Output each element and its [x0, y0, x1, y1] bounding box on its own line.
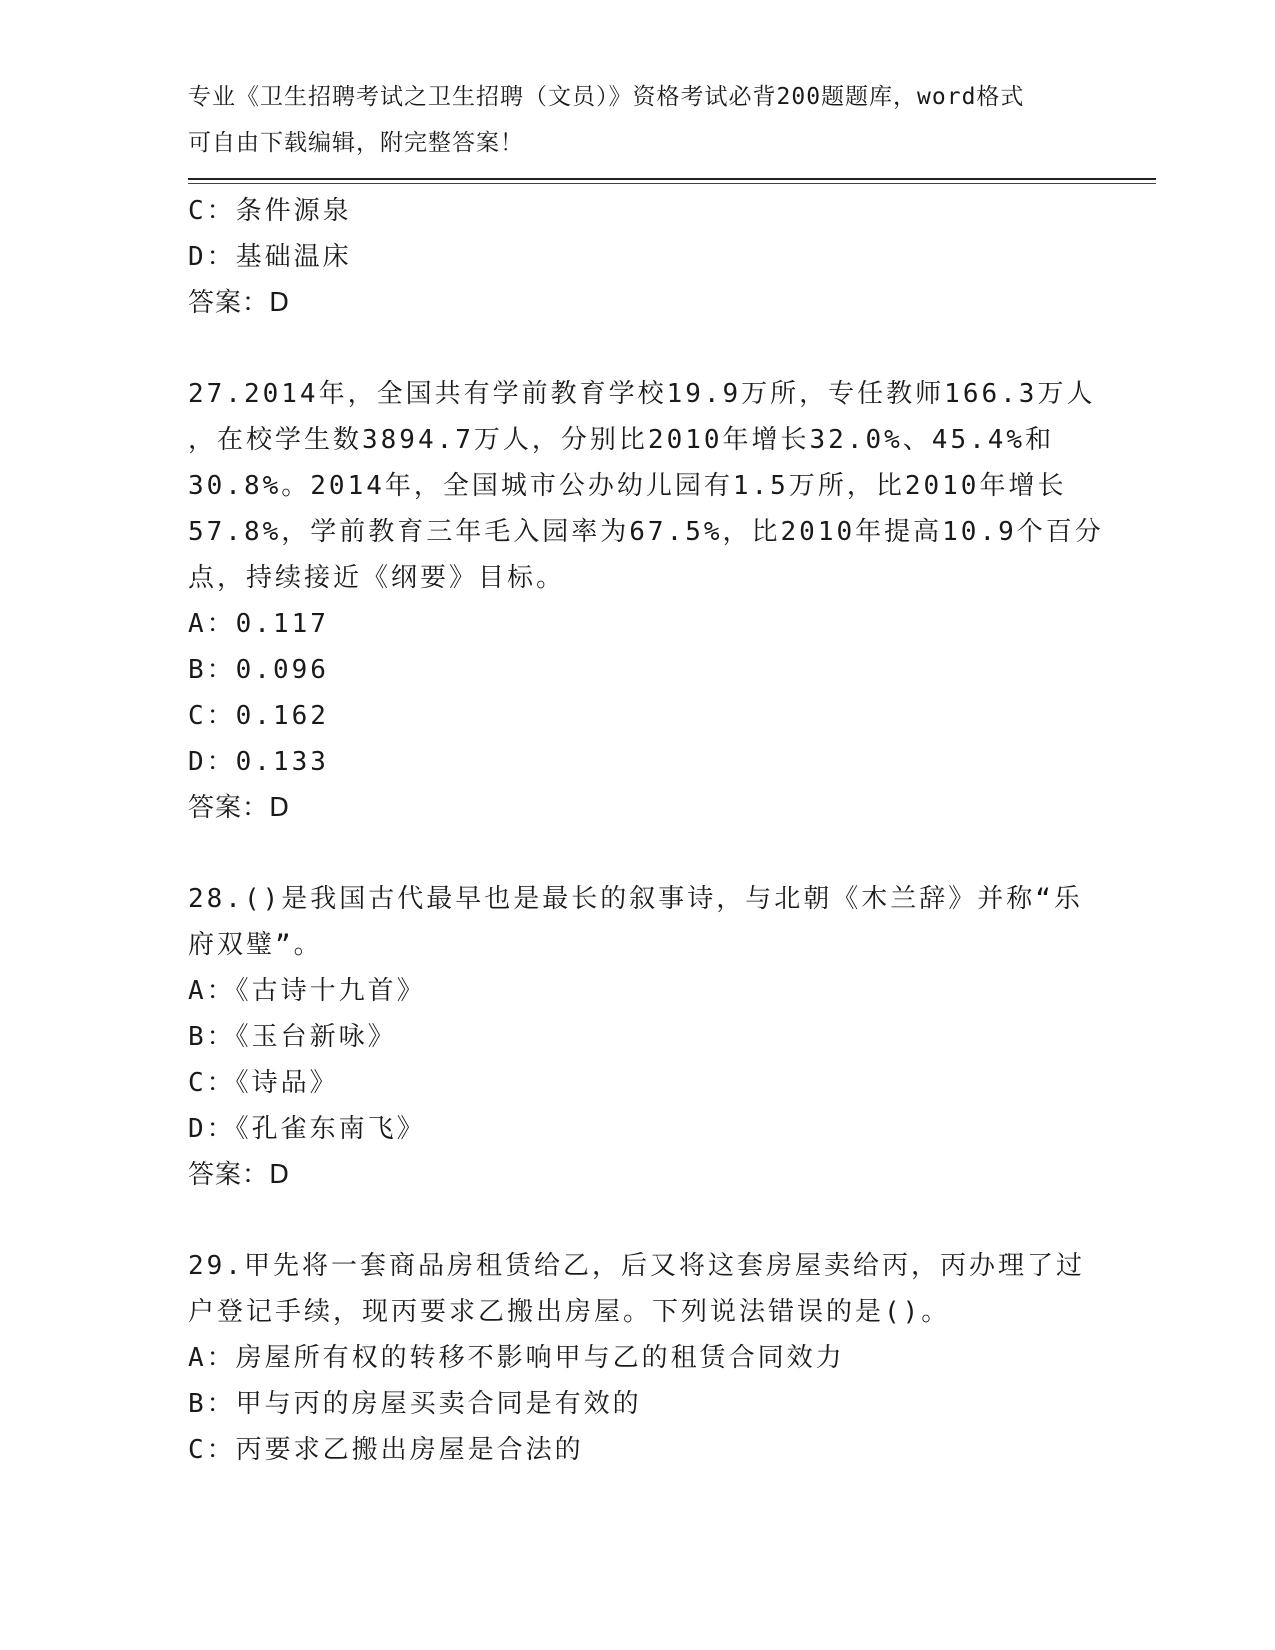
option-b: B：0.096 [188, 655, 329, 685]
answer-line: 答案：D [188, 288, 291, 318]
question-stem-line: 府双璧”。 [188, 930, 323, 960]
option-b: B：甲与丙的房屋买卖合同是有效的 [188, 1389, 642, 1419]
option-d: D：《孔雀东南飞》 [188, 1114, 426, 1144]
option-c: C：条件源泉 [188, 196, 352, 226]
question-27 [188, 371, 1104, 831]
question-stem-line: 29.甲先将一套商品房租赁给乙，后又将这套房屋卖给丙，丙办理了过 [188, 1251, 1085, 1281]
option-c: C：丙要求乙搬出房屋是合法的 [188, 1435, 584, 1465]
header-line: 专业《卫生招聘考试之卫生招聘（文员）》资格考试必背200题题库，word格式 [188, 84, 1025, 110]
option-a: A：《古诗十九首》 [188, 976, 426, 1006]
header-rule-thin [188, 183, 1156, 184]
option-a: A：房屋所有权的转移不影响甲与乙的租赁合同效力 [188, 1343, 845, 1373]
question-stem-line: 点，持续接近《纲要》目标。 [188, 563, 566, 593]
spacer [188, 831, 1088, 876]
option-c: C：0.162 [188, 701, 329, 731]
header-line: 可自由下载编辑，附完整答案！ [188, 130, 524, 156]
page-header [188, 74, 1068, 166]
option-d: D：基础温床 [188, 242, 352, 272]
question-stem-line: 28.()是我国古代最早也是最长的叙事诗，与北朝《木兰辞》并称“乐 [188, 884, 1083, 914]
header-rule-thick [188, 178, 1156, 180]
option-c: C：《诗品》 [188, 1068, 339, 1098]
answer-line: 答案：D [188, 793, 291, 823]
question-26-tail [188, 188, 1088, 326]
question-stem-line: 30.8%。2014年，全国城市公办幼儿园有1.5万所，比2010年增长 [188, 471, 1067, 501]
question-29 [188, 1243, 1088, 1473]
question-stem-line: 27.2014年，全国共有学前教育学校19.9万所，专任教师166.3万人 [188, 379, 1096, 409]
question-stem-line: 户登记手续，现丙要求乙搬出房屋。下列说法错误的是()。 [188, 1297, 951, 1327]
spacer [188, 1198, 1088, 1243]
question-stem-line: 57.8%，学前教育三年毛入园率为67.5%，比2010年提高10.9个百分 [188, 517, 1104, 547]
option-a: A：0.117 [188, 609, 329, 639]
option-b: B：《玉台新咏》 [188, 1022, 397, 1052]
spacer [188, 326, 1088, 371]
question-28 [188, 876, 1088, 1198]
question-stem-line: ，在校学生数3894.7万人，分别比2010年增长32.0%、45.4%和 [188, 425, 1055, 455]
answer-line: 答案：D [188, 1160, 291, 1190]
option-d: D：0.133 [188, 747, 329, 777]
question-list [188, 188, 1104, 1473]
